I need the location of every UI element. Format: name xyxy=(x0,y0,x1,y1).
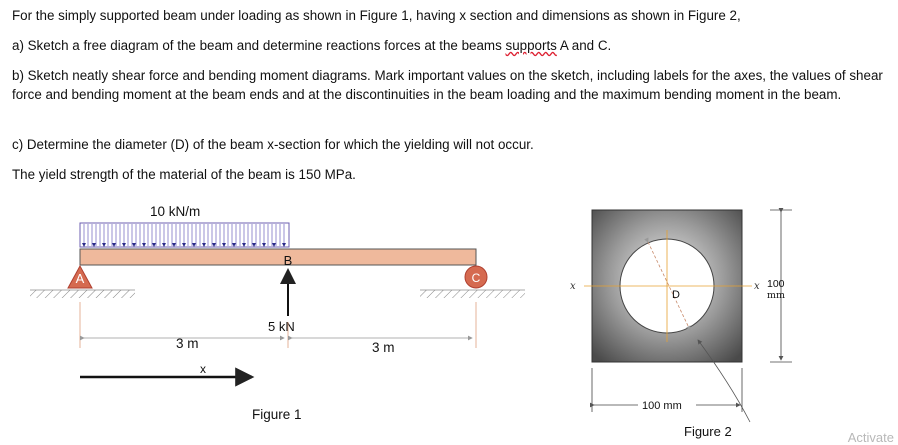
x-axis-label: x xyxy=(200,362,206,376)
height-unit: mm xyxy=(767,290,786,301)
support-a xyxy=(30,266,135,298)
part-a-prefix: a) Sketch a free diagram of the beam and determine reactions forces at the beams xyxy=(12,38,502,53)
figure-1-caption: Figure 1 xyxy=(252,407,302,422)
figure-1 xyxy=(30,204,525,422)
part-a-suffix: A and C. xyxy=(559,38,612,53)
diameter-label: D xyxy=(672,289,680,301)
yield-strength-statement: The yield strength of the material of the beam is 150 MPa. xyxy=(12,167,356,182)
question-part-b: b) Sketch neatly shear force and bending moment diagrams. Mark important values on the sketch, including labels for the axes, the values of shear force and bending moment at the beam ends and at the discontinuities in the beam loading and the maximum bending moment in the beam. xyxy=(12,68,883,102)
part-a-spellcheck-word: supports xyxy=(505,38,557,53)
point-b-label: B xyxy=(283,253,293,268)
question-intro: For the simply supported beam under loading as shown in Figure 1, having x section and dimensions as shown in Figure 2, xyxy=(12,8,741,23)
figure-2 xyxy=(570,210,792,439)
span-bc-label: 3 m xyxy=(372,340,395,355)
figure-2-caption: Figure 2 xyxy=(684,424,732,439)
question-part-c: c) Determine the diameter (D) of the beam x-section for which the yielding will not occur. xyxy=(12,137,534,152)
os-activation-watermark: Activate xyxy=(847,430,894,445)
axis-right-label: x xyxy=(754,281,760,292)
width-label: 100 mm xyxy=(642,400,682,412)
axis-left-label: x xyxy=(570,281,576,292)
question-part-a xyxy=(12,36,884,55)
udl-label: 10 kN/m xyxy=(150,204,201,219)
beam xyxy=(80,249,476,265)
support-c-label: C xyxy=(471,271,481,285)
span-ab-label: 3 m xyxy=(176,336,199,351)
point-load-label: 5 kN xyxy=(268,319,295,334)
support-c xyxy=(420,266,525,298)
height-value: 100 xyxy=(767,278,785,290)
support-a-label: A xyxy=(75,271,85,286)
figures-canvas xyxy=(0,190,898,442)
